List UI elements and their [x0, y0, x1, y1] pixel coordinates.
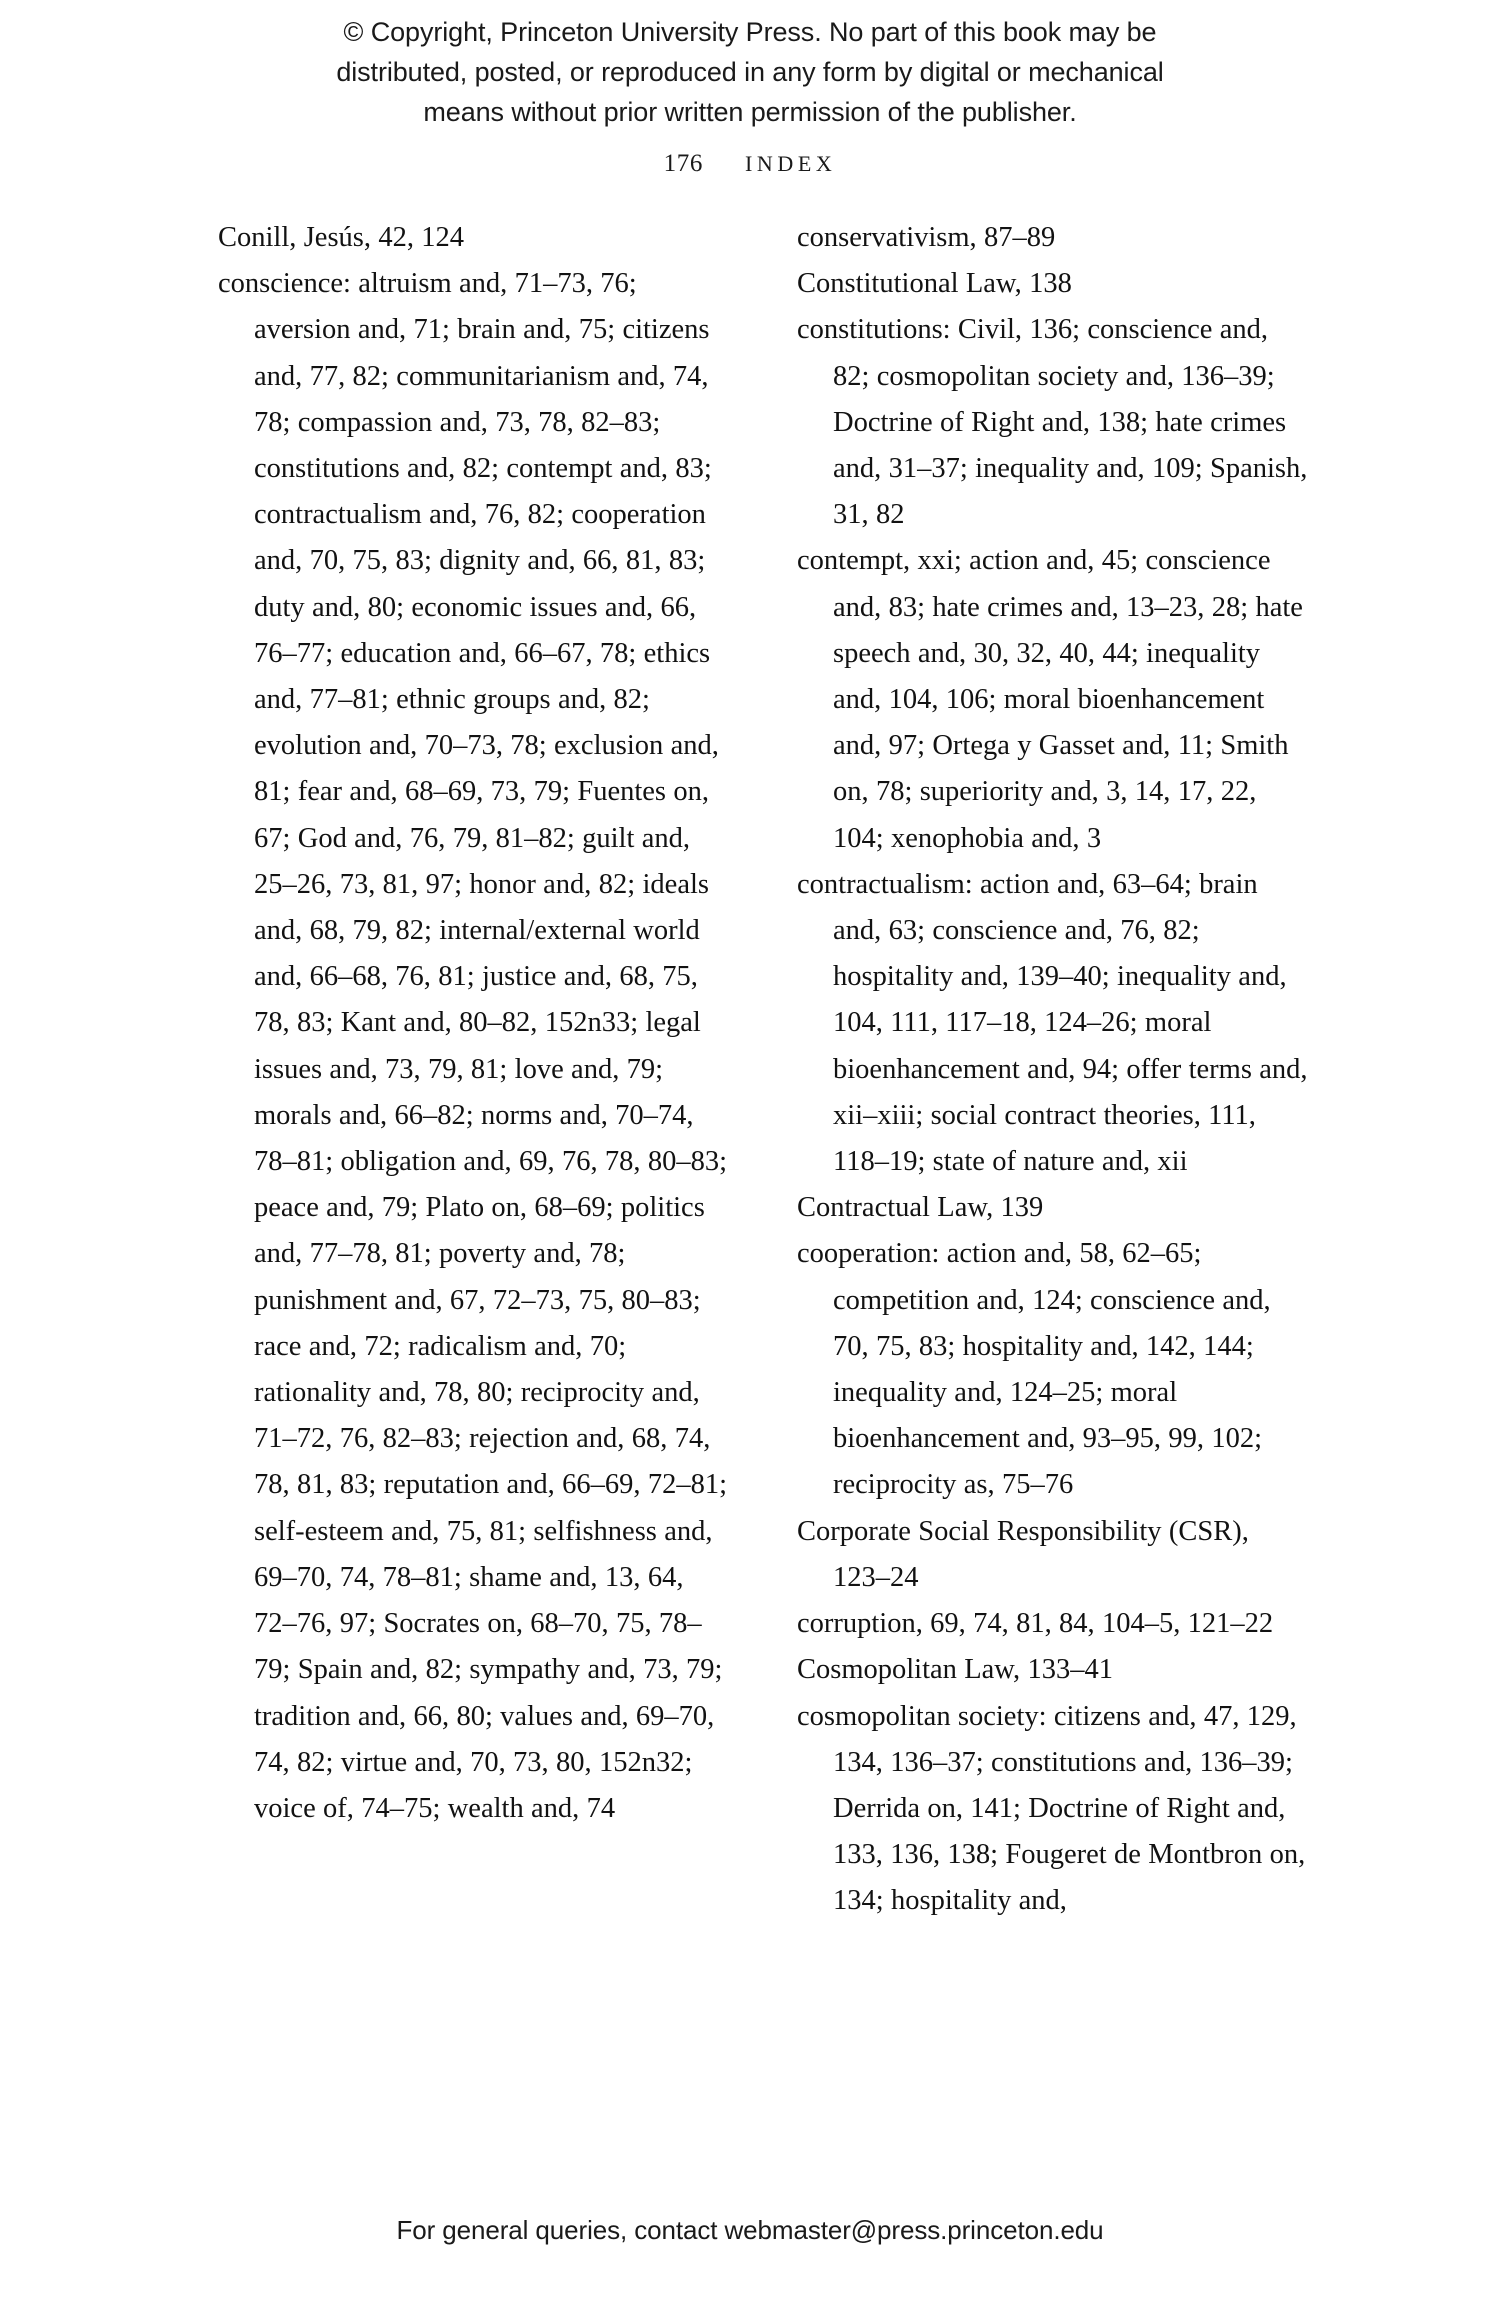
page-number: 176	[663, 150, 703, 177]
index-column-right	[797, 215, 1308, 1925]
footer-query-line	[0, 2215, 1500, 2246]
index-entry: Contractual Law, 139	[797, 1192, 1044, 1224]
index-entry: cosmopolitan society: citizens and, 47, 129, 134, 136–37; constitutions and, 136–39; Derrida on, 141; Doctrine of Right and, 133, 136, 138; Fougeret de Montbron on, 134; hospitality and,	[797, 1700, 1306, 1917]
index-entry: Constitutional Law, 138	[797, 268, 1072, 300]
index-columns	[218, 215, 1308, 1925]
index-entry: contractualism: action and, 63–64; brain and, 63; conscience and, 76, 82; hospitality and, 139–40; inequality and, 104, 111, 117–18, 124–26; moral bioenhancement and, 94; offer terms and, xii–xiii; social contract theories, 111, 118–19; state of nature and, xii	[797, 868, 1308, 1178]
index-entry: cooperation: action and, 58, 62–65; competition and, 124; conscience and, 70, 75, 83; hospitality and, 142, 144; inequality and, 124–25; moral bioenhancement and, 93–95, 99, 102; reciprocity as, 75–76	[797, 1238, 1271, 1501]
index-entry: corruption, 69, 74, 81, 84, 104–5, 121–22	[797, 1608, 1274, 1640]
index-entry: conscience: altruism and, 71–73, 76; aversion and, 71; brain and, 75; citizens and, 77, 82; communitarianism and, 74, 78; compassion and, 73, 78, 82–83; constitutions and, 82; contempt and, 83; contractualism and, 76, 82; cooperation and, 70, 75, 83; dignity and, 66, 81, 83; duty and, 80; economic issues and, 66, 76–77; education and, 66–67, 78; ethics and, 77–81; ethnic groups and, 82; evolution and, 70–73, 78; exclusion and, 81; fear and, 68–69, 73, 79; Fuentes on, 67; God and, 76, 79, 81–82; guilt and, 25–26, 73, 81, 97; honor and, 82; ideals and, 68, 79, 82; internal/external world and, 66–68, 76, 81; justice and, 68, 75, 78, 83; Kant and, 80–82, 152n33; legal issues and, 73, 79, 81; love and, 79; morals and, 66–82; norms and, 70–74, 78–81; obligation and, 69, 76, 78, 80–83; peace and, 79; Plato on, 68–69; politics and, 77–78, 81; poverty and, 78; punishment and, 67, 72–73, 75, 80–83; race and, 72; radicalism and, 70; rationality and, 78, 80; reciprocity and, 71–72, 76, 82–83; rejection and, 68, 74, 78, 81, 83; reputation and, 66–69, 72–81; self-esteem and, 75, 81; selfishness and, 69–70, 74, 78–81; shame and, 13, 64, 72–76, 97; Socrates on, 68–70, 75, 78–79; Spain and, 82; sympathy and, 73, 79; tradition and, 66, 80; values and, 69–70, 74, 82; virtue and, 70, 73, 80, 152n32; voice of, 74–75; wealth and, 74	[218, 268, 728, 1824]
index-column-left	[218, 215, 729, 1925]
copyright-notice	[0, 12, 1500, 132]
copyright-line-2: distributed, posted, or reproduced in any form by digital or mechanical	[336, 57, 1164, 87]
index-entry: Cosmopolitan Law, 133–41	[797, 1654, 1113, 1686]
copyright-line-1: © Copyright, Princeton University Press. No part of this book may be	[343, 17, 1157, 47]
index-entry: constitutions: Civil, 136; conscience and, 82; cosmopolitan society and, 136–39; Doctrine of Right and, 138; hate crimes and, 31–37; inequality and, 109; Spanish, 31, 82	[797, 314, 1308, 531]
copyright-line-3: means without prior written permission of the publisher.	[423, 97, 1077, 127]
index-entry: Corporate Social Responsibility (CSR), 123–24	[797, 1515, 1249, 1593]
footer-query-text: For general queries, contact webmaster@press.princeton.edu	[396, 2215, 1104, 2245]
index-entry: contempt, xxi; action and, 45; conscience and, 83; hate crimes and, 13–23, 28; hate speech and, 30, 32, 40, 44; inequality and, 104, 106; moral bioenhancement and, 97; Ortega y Gasset and, 11; Smith on, 78; superiority and, 3, 14, 17, 22, 104; xenophobia and, 3	[797, 545, 1303, 854]
index-entry: conservativism, 87–89	[797, 222, 1056, 253]
index-entry: Conill, Jesús, 42, 124	[218, 222, 465, 253]
running-head-label: INDEX	[744, 151, 837, 176]
running-head	[0, 150, 1500, 178]
